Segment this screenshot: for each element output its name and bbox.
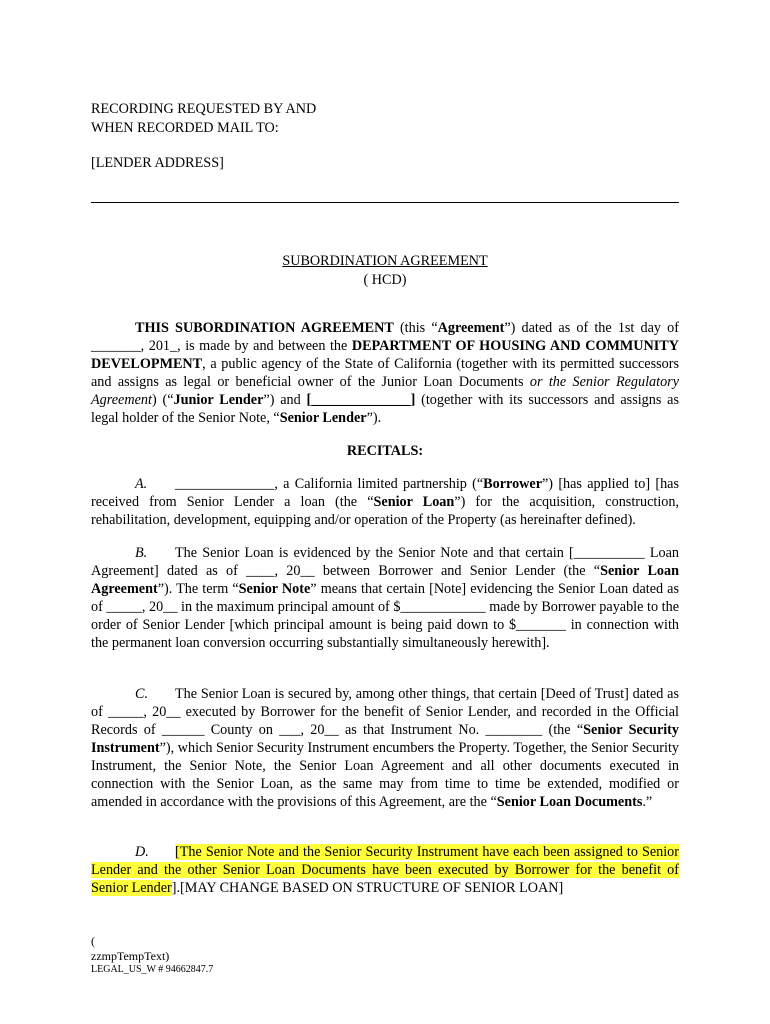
recital-b: B. The Senior Loan is evidenced by the Senior Note and that certain [__________ Loan Agreement] dated as of ____, 20__ between Borrower and Senior Lender (the “Senior Loan Agreement”). The term “Senior Note” means that certain [Note] evidencing the Senior Loan dated as of _____, 20__ in the maximum principal amount of $____________ made by Borrower payable to the order of Senior Lender [which principal amount is being paid down to $_______ in connection with the permanent loan conversion occurring substantially simultaneously herewith]. (91, 545, 680, 651)
defined-term-senior-security-instrument: Senior Security Instrument (91, 722, 679, 756)
recital-c-letter: C. (135, 686, 149, 702)
highlighted-recital-text: [The Senior Note and the Senior Security Instrument have each been assigned to Senior Lender and the other Senior Loan Documents have been executed by Borrower for the benefit of Senior Lender (91, 844, 679, 896)
intro-agreement-name: THIS SUBORDINATION AGREEMENT (135, 320, 394, 336)
recital-b-letter: B. (135, 545, 148, 561)
header-divider (91, 202, 679, 203)
lender-address: [LENDER ADDRESS] (91, 155, 224, 171)
recital-d: D. [The Senior Note and the Senior Security Instrument have each been assigned to Senior Lender and the other Senior Loan Documents have been executed by Borrower for the benefit of Senior Lender].[MAY CHANGE BASED ON STRUCTURE OF SENIOR LOAN] (91, 844, 679, 896)
recording-requested-line: RECORDING REQUESTED BY AND (91, 101, 317, 117)
title-main: SUBORDINATION AGREEMENT (282, 253, 488, 269)
hcd-party-name: DEPARTMENT OF HOUSING AND COMMUNITY DEVELOPMENT (91, 338, 679, 372)
recitals-heading: RECITALS: (346, 443, 424, 459)
footer-doc-id: LEGAL_US_W # 94662847.7 (91, 964, 214, 975)
defined-term-senior-loan-agreement: Senior Loan Agreement (91, 563, 680, 597)
recital-a: A. ______________, a California limited partnership (“Borrower”) [has applied to] [has received from Senior Lender a loan (the “Senior Loan”) for the acquisition, construction, rehabilitation, development, equipping and/or operation of the Property (as hereinafter defined). (91, 476, 679, 528)
recital-d-letter: D. (135, 844, 149, 860)
defined-term-senior-loan: Senior Loan (373, 494, 455, 510)
footer-temp-text: zzmpTempText) (91, 949, 170, 963)
defined-term-senior-loan-documents: Senior Loan Documents (496, 794, 643, 810)
intro-paragraph: THIS SUBORDINATION AGREEMENT (this “Agreement”) dated as of the 1st day of _______, 201_, is made by and between the DEPARTMENT OF HOUSING AND COMMUNITY DEVELOPMENT, a public agency of the State of California (together with its permitted successors and assigns as legal or beneficial owner of the Junior Loan Documents or the Senior Regulatory Agreement) (“Junior Lender”) and [______________] (together with its successors and assigns as legal holder of the Senior Note, “Senior Lender”). (91, 320, 679, 426)
defined-term-borrower: Borrower (483, 476, 542, 492)
recital-c: C. The Senior Loan is secured by, among other things, that certain [Deed of Trust] dated as of _____, 20__ executed by Borrower for the benefit of Senior Lender, and recorded in the Official Records of ______ County on ___, 20__ as that Instrument No. ________ (the “Senior Security Instrument”), which Senior Security Instrument encumbers the Property. Together, the Senior Security Instrument, the Senior Note, the Senior Loan Agreement and all other documents executed in connection with the Senior Loan, as the same may from time to time be extended, modified or amended in accordance with the provisions of this Agreement, are the “Senior Loan Documents.” (91, 686, 679, 810)
recital-a-letter: A. (135, 476, 148, 492)
document-title (91, 252, 679, 270)
senior-lender-blank: [______________] (306, 392, 416, 408)
footer-paren: ( (91, 934, 95, 948)
document-subtitle: ( HCD) (363, 272, 407, 288)
defined-term-junior-lender: Junior Lender (173, 392, 264, 408)
when-recorded-line: WHEN RECORDED MAIL TO: (91, 120, 279, 136)
defined-term-senior-note: Senior Note (238, 581, 311, 597)
defined-term-senior-lender: Senior Lender (279, 410, 367, 426)
defined-term-agreement: Agreement (437, 320, 505, 336)
